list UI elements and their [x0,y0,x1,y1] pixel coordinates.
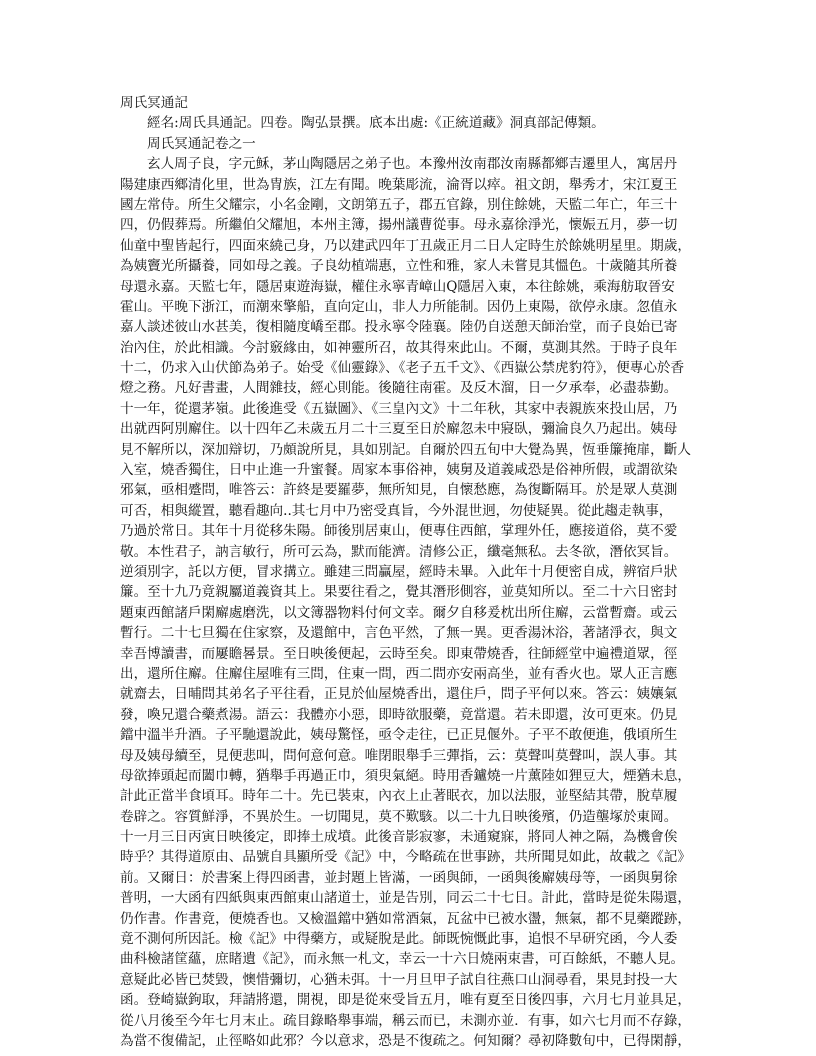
body-line: 陽建康西鄉清化里，世為冑族，江左有聞。晚葉彫流，淪胥以瘁。祖文朗，舉秀才，宋江夏王 [120,176,678,193]
body-line: 發，喚兄還合藥煮湯。語云：我體亦小惡，即時欲服藥，竟當還。若未即還，汝可更來。仍見 [120,706,678,723]
document-page [120,93,698,1051]
body-line: 從八月後至今年七月末止。疏目錄略舉事端，稱云而已，未測亦並．有事，如六七月而不存錄， [120,1012,691,1029]
body-line: 普明，一大函有四紙與東西館東山諸道士，並是告別，同云二十七日。計此，當時是從朱陽還， [120,890,691,907]
body-line: 前。又爾日：於書案上得四函書，並封題上皆滿，一函與師，一函與後廨姨母等，一函與舅徐 [120,869,678,886]
body-line: 卷辟之。容質鮮淨，不異於生。一切聞見，莫不歎駭。以二十九日映後殯，仍造壟塚於東岡。 [120,808,678,825]
body-line: 母欲捧頭起而闔巾轉，猶舉手再過正巾，須臾氣絕。時用香鑪燒一片薰陸如狸豆大，煙猶未息， [120,767,691,784]
body-line: 就齋去，日晡問其弟名子平往看，正見於仙屋燒香出，還住戶，問子平何以來。答云：姨孃氣 [120,686,678,703]
body-line: 題東西館諸戶閑廨處磨洗，以文簿器物料付何文幸。爾夕自移爰枕出所住廨，云當暫齋。或云 [120,604,678,621]
body-line: 國左常侍。所生父耀宗，小名金剛，文朗第五子，郡五官錄，別住餘姚，天監二年亡，年三十 [120,196,678,213]
body-line: 十一年，從還茅嶺。此後進受《五嶽圖》、《三皇內文》十二年秋，其家中表親族來投山居，乃 [120,400,678,417]
body-line: 母及姨母續至，見便悲叫，問何意何意。唯閉眼舉手三彈指，云：莫聲叫莫聲叫，誤人事。其 [120,747,678,764]
volume-heading: 周氏冥通記卷之一 [147,135,256,152]
body-line: 見不解所以，深加辯切，乃頗說所見，具如別記。自爾於四五旬中大覺為異，恆垂簾掩扉，斷人 [120,441,691,458]
body-line: 仙童中聖皆起行，四面來繞己身，乃以建武四年丁丑歲正月二日人定時生於餘姚明星里。期歲， [120,237,691,254]
body-line: 幸吾博讀書，而屢瞻晷景。至日映後便起，云時至矣。即東帶燒香，往師經堂中遍禮道眾，徑 [120,645,678,662]
body-line: 四，仍假葬焉。所繼伯父耀旭，本州主簿，揚州議曹從事。母永嘉徐淨光，懷娠五月，夢一切 [120,217,678,234]
body-line: 出就西阿別廨住。以十四年乙未歲五月二十三夏至日於廨忽未中寢臥，彌淪良久乃起出。姨母 [120,421,678,438]
body-line: 函。登崎嶽鉤取，拜請將還，開視，即是從來受旨五月，唯有夏至日後四事，六月七月並具足， [120,992,691,1009]
body-line: 玄人周子良，字元稣，茅山陶隱居之弟子也。本豫州汝南郡汝南縣都鄉吉遷里人，寓居丹 [147,156,678,173]
body-line: 霍山。平晚下浙江，而潮來擎船，直向定山，非人力所能制。因仍上東陽，欲停永康。忽值永 [120,298,678,315]
body-line: 時乎？其得道原由、品號自具顯所受《記》中，今略疏在世事跡，共所聞見如此，故載之《記》 [120,849,691,866]
body-line: 邪氣，亟相蹙問，唯答云：許終是要羅夢，無所知見，自懷愁應，為復斷隔耳。於是眾人莫測 [120,482,678,499]
body-line: 嘉人談述彼山水甚美，復相隨度嶠至郡。投永寧令陸襄。陸仍自送憩天師治堂，而子良始已寄 [120,319,678,336]
body-line: 逆須別字，託以方便，冒求搆立。雖建三問贏屋，經時未畢。入此年十月便密自成，辨宿戶狀 [120,563,678,580]
body-line: 敬。本性君子，訥言敏行，所可云為，默而能濟。清修公正，纖毫無私。去冬欲，潛依冥旨。 [120,543,678,560]
body-line: 母還永嘉。天監七年，隱居東遊海嶽，權住永寧青嶂山Q隱居入東，本往餘姚，乘海舫取晉安 [120,278,675,295]
body-line: 簾。至十九乃竟親屬道義資其上。果要往看之，覺其潛形側容，並莫知所以。至二十六日密封 [120,584,678,601]
body-line: 乃過於常日。其年十月從移朱陽。師後別居東山，便專住西館，掌理外任，應接道俗，莫不愛 [120,523,678,540]
body-line: 為姨竇光所攝養，同如母之義。子良幼植端惠，立性和雅，家人未嘗見其慍色。十歲隨其所養 [120,258,678,275]
body-line: 意疑此必皆已焚毀，懊惜彌切，心猶未弭。十一月旦甲子試自往燕口山洞尋看，果見封投一大 [120,971,678,988]
body-line: 為當不復備記，止徑略如此邪？今以意求，恐是不復疏之。何知爾？尋初降數旬中，已得閑靜， [120,1032,691,1049]
body-line: 可否，相與縱置，聽看趣向..其七月中乃密受真旨，今外混世迥，勿使疑異。從此趨走執事， [120,502,673,519]
body-line: 暫行。二十七旦獨在住家察，及還館中，言色平然，了無一異。更香湯沐浴，著諸淨衣，與文 [120,625,678,642]
document-title: 周氏冥通記 [120,95,188,111]
document-body [120,154,698,1051]
body-line: 曲科檢諸筐蘊，庶睹遺《記》，而永無一札文，幸云一十六日燒兩束書，可百餘紙，不聽人見。 [120,951,685,968]
body-line: 出，還所住廨。住廨住屋唯有三問，住東一問，西二問亦安兩高坐，並有香火也。眾人正言應 [120,665,678,682]
document-meta: 經名:周氏具通記。四卷。陶弘景撰。底本出處:《正統道藏》洞真部記傳類。 [147,115,605,132]
body-line: 十二，仍求入山伏節為弟子。始受《仙靈錄》、《老子五千文》、《西嶽公禁虎豹符》，便專心於香 [120,360,685,377]
body-line: 治內住，於此相識。今討竅緣由，如神靈所召，故其得來此山。不爾，莫測其然。于時子良年 [120,339,678,356]
body-line: 竟不測何所因託。檢《記》中得藥方，或疑脫是此。師既惋慨此事，追恨不早研究函，今人委 [120,931,678,948]
body-line: 計此正當半食頃耳。時年二十。先已裝束，內衣上止著眠衣，加以法服，並堅結其帶，脫草履 [120,788,678,805]
body-line: 鐺中溫半升酒。子平馳還說此，姨母驚怪，亟令走往，已正見偃外。子平不敢便進，俄頃所生 [120,727,678,744]
body-line: 燈之務。凡好書畫，人間雜技，經心則能。後隨往南霍。及反木溜，日一夕承奉，必盡恭勤。 [120,380,678,397]
body-line: 仍作書。作書竟，便燒香也。又檢溫鐺中猶如常酒氣，瓦盆中已被水盪，無氣，都不見藥蹤跡， [120,910,691,927]
body-line: 入室，燒香獨住，日中止進一升蜜餐。周家本事俗神，姨舅及道義咸恐是俗神所假，或謂欲染 [120,462,678,479]
body-line: 十一月三日丙寅日映後定，即捧土成墳。此後音影寂寥，未通窺寐，將同人神之隔，為機會俟 [120,829,678,846]
